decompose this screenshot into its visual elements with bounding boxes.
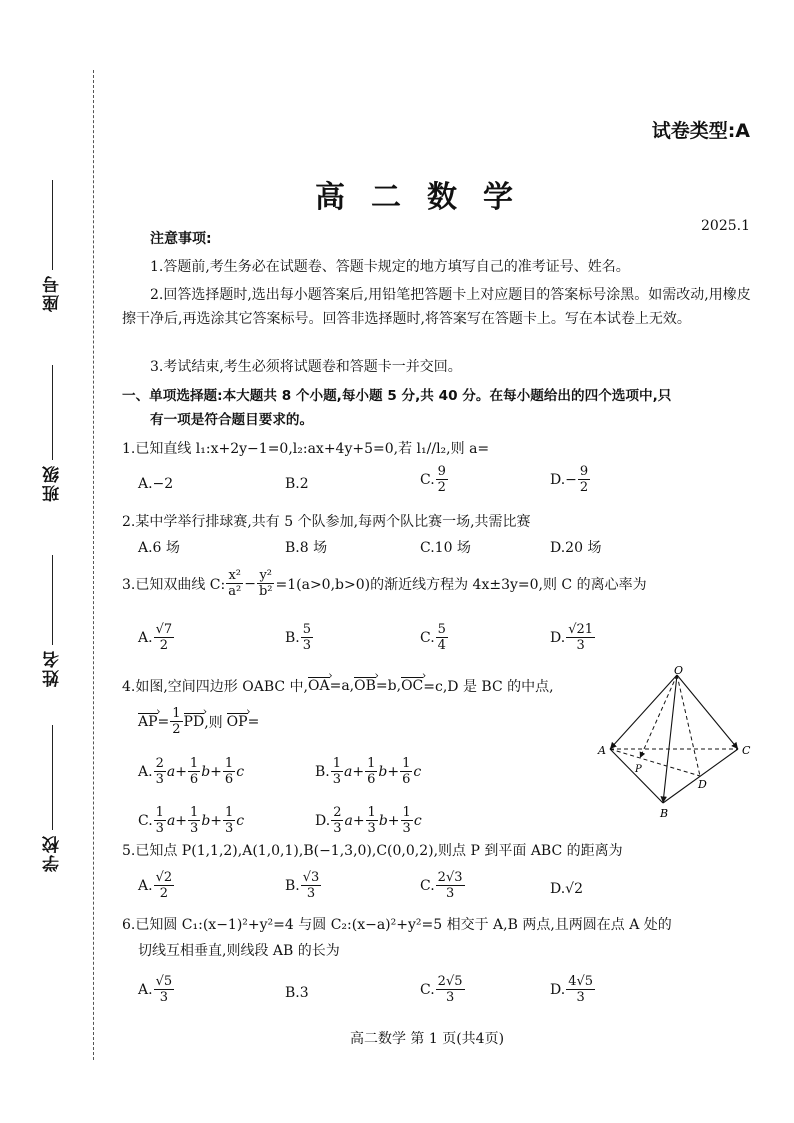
q2-option-d: D.20 场 [550,540,602,556]
edge-bc [663,749,738,803]
q4-a-term-2: b+ [201,763,222,780]
q4-b-d2: 6 [367,772,376,787]
q3-b-fraction [301,622,313,653]
page-footer: 高二数学 第 1 页(共4页) [349,1031,505,1047]
label-o: O [674,665,684,677]
q6-c-prefix: C. [420,981,435,998]
q3-b-den: 3 [302,638,312,653]
school-label: 学校 [43,834,63,872]
q4-d-d3: 3 [402,821,411,836]
q3-b-num: 5 [302,622,312,637]
q4-a-d2: 6 [189,772,199,787]
q6-c-den: 3 [445,990,455,1005]
vector-oa: OA › [308,678,330,694]
q1-stem: 1.已知直线 l₁:x+2y−1=0,l₂:ax+4y+5=0,若 l₁//l₂,则 a= [122,441,490,457]
notice-item-1: 1.答题前,考生务必在试题卷、答题卡规定的地方填写自己的准考证号、姓名。 [150,259,630,275]
q4-half-den: 2 [172,722,181,737]
q4-d-n3: 1 [402,805,411,820]
q5-c-den: 3 [445,886,455,901]
q4-d-n2: 1 [367,805,376,820]
q4-option-b [315,756,421,787]
q4-d-term-2: b+ [378,812,400,829]
q4-d-term-1: a+ [344,812,365,829]
q4-c-term-2: b+ [201,812,223,829]
q3-a-prefix: A. [138,629,153,646]
q3-d-den: 3 [576,638,585,653]
q6-d-den: 3 [576,990,585,1005]
seat-label: 座号 [43,274,63,312]
q6-a-den: 3 [159,990,168,1005]
q4-a-d3: 6 [224,772,234,787]
q4-option-d [315,805,422,836]
school-underline [52,725,53,830]
q4-a-frac-1 [154,756,166,787]
q4-stem-line1 [122,676,554,696]
q5-a-num: √2 [155,870,173,885]
q3-option-c [420,622,449,653]
label-p: P [635,764,642,775]
q3-c-den: 4 [437,638,446,653]
q4-c-frac-3 [223,805,235,836]
q5-c-fraction [436,870,465,901]
q3-x-fraction [226,568,243,599]
q4-a-term-1: a+ [166,763,187,780]
q5-b-num: √3 [302,870,320,885]
q4-option-c [138,805,244,836]
q2-option-a: A.6 场 [138,540,180,556]
q5-option-d: D.√2 [550,881,584,897]
q4-stem-line2 [138,706,259,737]
label-a: A [598,744,606,757]
notice-item-3: 3.考试结束,考生必须将试题卷和答题卡一并交回。 [150,359,462,375]
q4-c-n2: 1 [190,805,199,820]
q3-a-fraction [154,622,175,653]
q4-half-fraction [170,706,182,737]
q3-minus: − [244,575,256,592]
q1-option-d [550,464,591,495]
section-heading-line2: 有一项是符合题目要求的。 [150,412,314,428]
q1-d-num: 9 [579,464,589,479]
q3-d-prefix: D. [550,629,566,646]
q4-a-term-3: c [236,763,245,780]
q4-eq-c: =c,D 是 BC 的中点, [423,679,554,695]
q6-c-fraction [436,974,465,1005]
q6-a-prefix: A. [138,981,153,998]
q4-a-n3: 1 [224,756,234,771]
q2-option-b: B.8 场 [285,540,328,556]
q4-mid: ,则 [204,714,223,731]
q6-stem-line2: 切线互相垂直,则线段 AB 的长为 [138,943,340,959]
q3-x-den: a² [228,584,242,599]
name-underline [52,555,53,645]
q6-stem-line1: 6.已知圆 C₁:(x−1)²+y²=4 与圆 C₂:(x−a)²+y²=5 相交于 A,B 两点,且两圆在点 A 处的 [122,917,672,933]
q6-option-b: B.3 [285,985,309,1001]
segment-op [640,675,677,758]
q1-option-a-text: A.−2 [138,476,174,492]
q3-stem [122,568,647,599]
q4-b-frac-3 [400,756,412,787]
q5-b-den: 3 [306,886,316,901]
q5-c-prefix: C. [420,877,435,894]
q6-d-num: 4√5 [568,974,594,989]
q4-b-term-2: b+ [378,763,400,780]
vector-pd: PD › [184,714,205,730]
q3-option-a [138,622,175,653]
edge-oa [610,675,677,749]
q3-stem-post: =1(a>0,b>0)的渐近线方程为 4x±3y=0,则 C 的离心率为 [275,576,647,593]
q4-c-prefix: C. [138,812,153,829]
q4-stem-1: 4.如图,空间四边形 OABC 中, [122,679,309,695]
q4-option-a [138,756,244,787]
q3-b-prefix: B. [285,629,300,646]
q3-option-d [550,622,596,653]
q5-option-a [138,870,175,901]
notice-item-2: 2.回答选择题时,选出每小题答案后,用铅笔把答题卡上对应题目的答案标号涂黑。如需改动,用橡皮擦干净后,再选涂其它答案标号。回答非选择题时,将答案写在答题卡上。写在本试卷上无效。 [122,287,751,327]
edge-ob [663,675,677,803]
label-c: C [742,744,751,757]
q3-c-prefix: C. [420,629,435,646]
q6-option-a [138,974,175,1005]
q4-b-n2: 1 [367,756,376,771]
q4-eq-a: =a, [329,678,355,694]
q4-c-term-3: c [236,812,245,829]
paper-type: 试卷类型:A [651,120,750,142]
label-d: D [698,778,707,791]
q5-stem: 5.已知点 P(1,1,2),A(1,0,1),B(−1,3,0),C(0,0,2),则点 P 到平面 ABC 的距离为 [122,843,623,859]
q4-c-term-1: a+ [166,812,188,829]
q4-c-frac-1 [154,805,166,836]
q6-a-num: √5 [155,974,173,989]
q6-a-fraction [154,974,175,1005]
notice-heading: 注意事项: [150,231,212,247]
page-title: 高二数学 [315,180,539,215]
q4-c-d1: 3 [155,821,164,836]
class-field [40,365,65,506]
q3-c-fraction [436,622,448,653]
q4-d-prefix: D. [315,812,331,829]
vector-ob: OB › [354,678,376,694]
q1-c-fraction [436,464,448,495]
q6-c-num: 2√5 [437,974,463,989]
q1-d-den: 2 [579,480,589,495]
binding-dashed-line [93,70,94,1060]
q3-y-num: y² [259,568,272,583]
q4-d-frac-3 [401,805,413,836]
q3-x-num: x² [228,568,241,583]
q4-eq-b: =b, [375,678,402,694]
q4-c-d2: 3 [190,821,199,836]
q6-option-c [420,974,466,1005]
q4-c-frac-2 [188,805,200,836]
q4-eq-1: = [157,713,170,730]
q5-option-b [285,870,322,901]
q1-d-prefix: D.− [550,471,577,488]
q1-c-den: 2 [437,480,446,495]
school-field [40,725,65,876]
q4-b-term-3: c [413,763,422,780]
q3-y-fraction [257,568,275,599]
q5-c-num: 2√3 [437,870,463,885]
edge-oc [677,675,738,749]
q4-a-prefix: A. [138,763,153,780]
q3-stem-pre: 3.已知双曲线 C: [122,576,226,593]
q1-option-c [420,464,449,495]
q4-b-frac-1 [331,756,343,787]
q4-c-n1: 1 [155,805,164,820]
q6-d-prefix: D. [550,981,566,998]
q3-y-den: b² [258,584,273,599]
q3-c-num: 5 [437,622,446,637]
q4-b-d3: 6 [402,772,411,787]
q5-a-fraction [154,870,175,901]
q4-b-prefix: B. [315,763,330,780]
q4-c-d3: 3 [225,821,234,836]
q4-a-d1: 3 [155,772,164,787]
q4-d-frac-2 [366,805,378,836]
vector-oc: OC › [401,678,423,694]
class-underline [52,365,53,460]
q4-a-frac-3 [223,756,235,787]
q4-b-d1: 3 [332,772,342,787]
q4-a-n1: 2 [155,756,164,771]
q3-option-b [285,622,314,653]
q3-d-fraction [566,622,595,653]
q4-d-d2: 3 [367,821,376,836]
q2-stem: 2.某中学举行排球赛,共有 5 个队参加,每两个队比赛一场,共需比赛 [122,514,531,530]
q1-option-b [285,476,309,492]
name-field [40,555,65,691]
q4-c-n3: 1 [225,805,234,820]
vector-ap: AP › [138,714,158,730]
edge-ab [610,749,663,803]
q4-half-num: 1 [172,706,181,721]
exam-date: 2025.1 [701,218,750,234]
q4-d-d1: 3 [333,821,342,836]
q1-c-prefix: C. [420,471,435,488]
q2-option-c: C.10 场 [420,540,471,556]
label-b: B [660,807,669,820]
q1-option-b-text: B.2 [285,476,309,492]
q4-b-n1: 1 [332,756,342,771]
q6-option-d [550,974,596,1005]
name-label: 姓名 [43,649,63,687]
q5-option-c [420,870,466,901]
q5-b-fraction [301,870,322,901]
q4-d-term-3: c [413,812,422,829]
q4-b-frac-2 [365,756,377,787]
q4-a-n2: 1 [189,756,199,771]
q4-eq-2: = [247,713,260,730]
q4-b-n3: 1 [402,756,411,771]
q3-a-den: 2 [159,638,168,653]
q1-option-a [138,476,173,492]
vector-op: OP › [227,714,248,730]
tetrahedron-figure [590,665,765,825]
q4-a-frac-2 [188,756,200,787]
q4-d-n1: 2 [333,805,342,820]
q4-b-term-1: a+ [344,763,365,780]
section-heading-line1: 一、单项选择题:本大题共 8 个小题,每小题 5 分,共 40 分。在每小题给出的四个选项中,只 [122,388,672,404]
q1-c-num: 9 [437,464,446,479]
q3-d-num: √21 [568,622,594,637]
q5-b-prefix: B. [285,877,300,894]
q5-a-den: 2 [159,886,168,901]
segment-od [677,675,700,776]
q3-a-num: √7 [155,622,173,637]
q6-d-fraction [566,974,595,1005]
q4-d-frac-1 [331,805,343,836]
q5-a-prefix: A. [138,877,153,894]
class-label: 班级 [43,464,63,502]
q1-d-fraction [578,464,590,495]
